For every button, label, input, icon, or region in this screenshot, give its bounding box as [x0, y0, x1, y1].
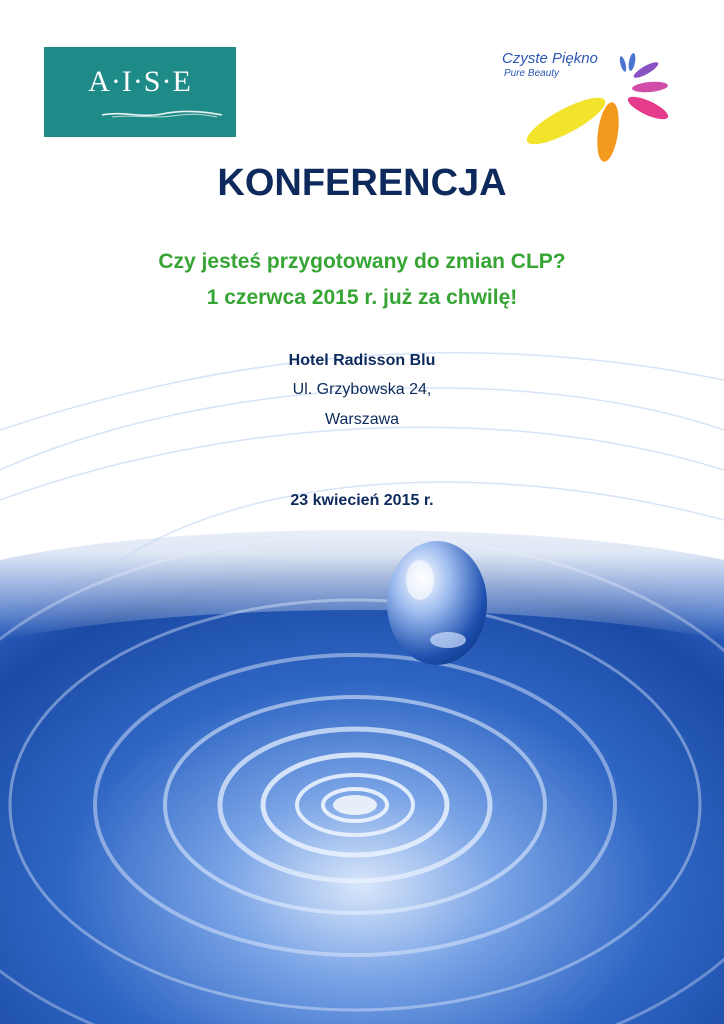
event-date: 23 kwiecień 2015 r. — [290, 492, 434, 509]
venue-city: Warszawa — [324, 411, 400, 428]
pure-beauty-logo-subtitle: Pure Beauty — [504, 68, 560, 79]
pure-beauty-logo-title: Czyste Piękno — [502, 50, 598, 67]
aise-logo-text: A·I·S·E — [88, 65, 192, 98]
clp-deadline: 1 czerwca 2015 r. już za chwilę! — [206, 286, 518, 309]
conference-title: KONFERENCJA — [217, 162, 507, 204]
pure-beauty-logo — [496, 46, 680, 166]
aise-logo-wave-mark — [102, 109, 222, 119]
clp-question: Czy jesteś przygotowany do zmian CLP? — [158, 250, 566, 273]
aise-logo — [44, 47, 236, 137]
venue-street: Ul. Grzybowska 24, — [292, 381, 432, 398]
venue-name: Hotel Radisson Blu — [288, 352, 436, 369]
